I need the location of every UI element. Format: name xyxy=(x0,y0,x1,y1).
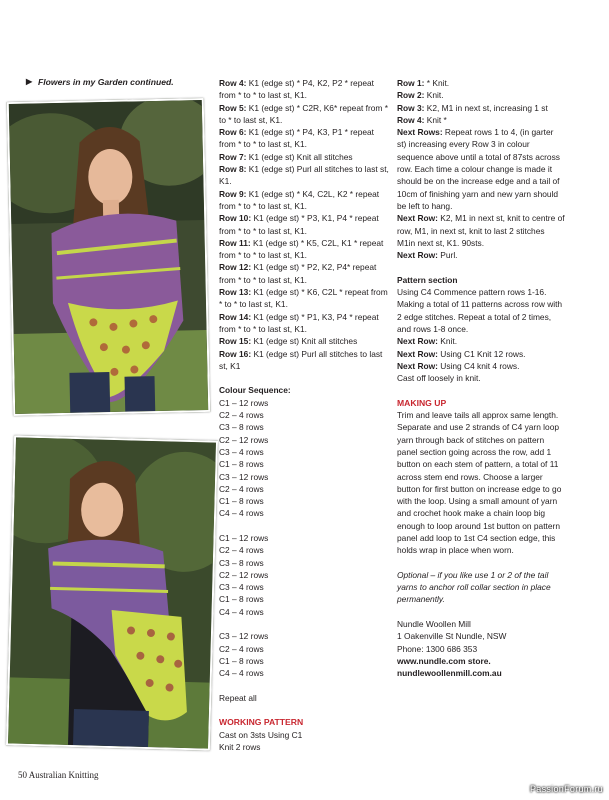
row-text: Knit. xyxy=(424,90,444,101)
colour-sequence-heading: Colour Sequence: xyxy=(219,385,291,396)
instruction-row xyxy=(219,237,389,262)
instruction-row xyxy=(219,311,389,336)
instruction-row xyxy=(219,188,389,213)
row-label: Row 4: xyxy=(219,78,247,88)
row-text: K2, M1 in next st, increasing 1 st xyxy=(424,102,548,113)
supplier-info xyxy=(397,618,565,679)
colour-sequence-item: C3 – 4 rows xyxy=(219,446,264,457)
row-label: Next Row: xyxy=(397,250,438,261)
instruction-row xyxy=(397,126,565,212)
row-label: Next Row: xyxy=(397,213,438,224)
working-pattern-line: Cast on 3sts Using C1 xyxy=(219,729,303,740)
supplier-line: 1 Oakenville St Nundle, NSW xyxy=(397,631,507,642)
colour-sequence-item: C2 – 4 rows xyxy=(219,410,264,421)
colour-sequence-item: C2 – 4 rows xyxy=(219,483,264,494)
instruction-row xyxy=(219,212,389,237)
supplier-line: Nundle Woollen Mill xyxy=(397,619,471,630)
pattern-section-heading: Pattern section xyxy=(397,274,458,285)
row-label: Next Row: xyxy=(397,336,438,347)
instruction-row xyxy=(397,249,565,261)
row-label: Row 15: xyxy=(219,336,252,347)
colour-sequence-item: C4 – 4 rows xyxy=(219,606,264,617)
instruction-row xyxy=(397,212,565,249)
photo-2-illustration xyxy=(8,437,216,748)
row-text: K1 (edge st) * P2, K2, P4* repeat from * to * to last st, K1. xyxy=(219,262,377,285)
instruction-row xyxy=(219,348,389,373)
instruction-row xyxy=(219,102,389,127)
working-rows-list xyxy=(397,77,565,261)
row-label: Row 4: xyxy=(397,114,425,125)
instruction-row xyxy=(397,102,565,114)
row-text: K1 (edge st) * K5, C2L, K1 * repeat from * to * to last st, K1. xyxy=(219,237,384,261)
row-text: K1 (edge st) * P3, K1, P4 * repeat from * to * to last st, K1. xyxy=(219,213,379,236)
row-text: K1 (edge st) * P4, K3, P1 * repeat from * to * to last st, K1. xyxy=(219,127,375,150)
row-text: K1 (edge st) * P1, K3, P4 * repeat from * to * to last st, K1. xyxy=(219,311,379,334)
row-label: Next Row: xyxy=(397,360,438,371)
row-label: Row 2: xyxy=(397,90,425,101)
arrow-icon: ▶ xyxy=(26,77,33,86)
instruction-row xyxy=(397,89,565,101)
watermark: PassionForum.ru xyxy=(529,784,603,794)
working-pattern-lines xyxy=(219,729,389,754)
instruction-row xyxy=(397,335,565,347)
row-label: Row 11: xyxy=(219,237,251,248)
instruction-row xyxy=(219,163,389,188)
colour-sequence-group-1 xyxy=(219,397,389,520)
row-label: Next Rows: xyxy=(397,127,443,138)
supplier-line: www.nundle.com store. xyxy=(397,655,491,666)
instructions-column-1 xyxy=(219,77,389,753)
instruction-row xyxy=(219,286,389,311)
colour-sequence-item: C3 – 12 rows xyxy=(219,631,269,642)
row-label: Row 10: xyxy=(219,213,252,224)
colour-sequence-item: C1 – 8 rows xyxy=(219,459,264,470)
pattern-rows-list xyxy=(219,77,389,372)
colour-sequence-item: C1 – 8 rows xyxy=(219,496,264,507)
repeat-all-text: Repeat all xyxy=(219,692,257,703)
row-text: Using C4 knit 4 rows. xyxy=(437,360,520,371)
row-text: K1 (edge st) Purl all stitches to last st, K1. xyxy=(219,164,389,187)
row-text: Repeat rows 1 to 4, (in garter st) increasing every Row 3 in colour sequence above until a total of 87sts across row. Each time a colour change is made it should be on the increase edge and a tail of 10cm of finishing yarn and new yarn should be left to hang. xyxy=(397,127,560,211)
colour-sequence-item: C2 – 4 rows xyxy=(219,545,264,556)
page-footer: 50 Australian Knitting xyxy=(18,770,99,780)
row-text: K1 (edge st) * K4, C2L, K2 * repeat from * to * to last st, K1. xyxy=(219,188,380,211)
row-text: K1 (edge st) * K6, C2L * repeat from * to * to last st, K1. xyxy=(219,287,388,310)
colour-sequence-item: C2 – 4 rows xyxy=(219,643,264,654)
cast-off-text: Cast off loosely in knit. xyxy=(397,373,481,384)
colour-sequence-item: C4 – 4 rows xyxy=(219,668,264,679)
colour-sequence-item: C4 – 4 rows xyxy=(219,508,264,519)
colour-sequence-item: C3 – 12 rows xyxy=(219,471,269,482)
colour-sequence-item: C2 – 12 rows xyxy=(219,569,269,580)
making-up-heading: MAKING UP xyxy=(397,397,447,408)
model-photo-2 xyxy=(6,435,218,750)
row-label: Row 8: xyxy=(219,164,247,175)
pattern-section-text: Using C4 Commence pattern rows 1-16. Making a total of 11 patterns across row with 2 edge stitches. Repeat a total of 2 times, and rows 1-8 once. xyxy=(397,287,563,334)
instruction-row xyxy=(397,360,565,372)
row-text: K1 (edge st) * P4, K2, P2 * repeat from * to * to last st, K1. xyxy=(219,78,375,101)
final-rows-list xyxy=(397,335,565,372)
row-text: Using C1 Knit 12 rows. xyxy=(437,348,526,359)
row-label: Row 3: xyxy=(397,102,425,113)
row-text: Knit * xyxy=(424,114,447,125)
row-text: Knit. xyxy=(437,336,458,347)
instruction-row xyxy=(397,348,565,360)
working-pattern-line: Knit 2 rows xyxy=(219,742,261,753)
supplier-line: Phone: 1300 686 353 xyxy=(397,643,478,654)
row-label: Next Row: xyxy=(397,348,438,359)
instruction-row xyxy=(397,77,565,89)
row-label: Row 5: xyxy=(219,102,247,113)
supplier-line: nundlewoollenmill.com.au xyxy=(397,668,502,679)
subtitle-text: Flowers in my Garden continued. xyxy=(38,77,174,87)
colour-sequence-item: C2 – 12 rows xyxy=(219,434,269,445)
instruction-row xyxy=(397,114,565,126)
row-label: Row 7: xyxy=(219,151,247,162)
row-label: Row 13: xyxy=(219,287,252,298)
row-text: K1 (edge st) Knit all stitches xyxy=(246,151,353,162)
row-label: Row 16: xyxy=(219,348,252,359)
colour-sequence-item: C3 – 8 rows xyxy=(219,557,264,568)
model-photo-1 xyxy=(7,98,211,416)
row-text: K2, M1 in next st, knit to centre of row, M1, in next st, knit to last 2 stitches M1in next st, K1. 90sts. xyxy=(397,213,565,248)
row-text: K1 (edge st) Purl all stitches to last st, K1 xyxy=(219,348,383,371)
working-pattern-heading: WORKING PATTERN xyxy=(219,717,304,728)
instruction-row xyxy=(219,77,389,102)
instruction-row xyxy=(219,151,389,163)
instruction-row xyxy=(219,261,389,286)
making-up-text: Trim and leave tails all approx same length. Separate and use 2 strands of C4 yarn loop yarn through back of stitches on pattern panel section going across the row, add 1 button on each stem of pattern, a total of 11 across stem end rows. Choose a larger button for first button on increase edge to go with the loop. Using a small amount of yarn and crochet hook make a chain loop big enough to loop around 1st button on pattern panel add loop to 1st C4 section edge, this holds wrap in place when worn. xyxy=(397,410,562,556)
instructions-column-2 xyxy=(397,77,565,680)
section-subtitle xyxy=(26,77,174,87)
photo-1-illustration xyxy=(9,100,208,414)
row-label: Row 1: xyxy=(397,78,425,88)
row-label: Row 9: xyxy=(219,188,247,199)
row-label: Row 14: xyxy=(219,311,252,322)
colour-sequence-item: C3 – 4 rows xyxy=(219,582,264,593)
colour-sequence-item: C1 – 8 rows xyxy=(219,594,264,605)
row-label: Row 12: xyxy=(219,262,252,273)
instruction-row xyxy=(219,335,389,347)
row-label: Row 6: xyxy=(219,127,247,138)
instruction-row xyxy=(219,126,389,151)
row-text: K1 (edge st) Knit all stitches xyxy=(251,336,358,347)
colour-sequence-group-2 xyxy=(219,532,389,618)
colour-sequence-item: C1 – 12 rows xyxy=(219,532,269,543)
row-text: * Knit. xyxy=(424,78,450,88)
colour-sequence-item: C1 – 8 rows xyxy=(219,655,264,666)
row-text: Purl. xyxy=(437,250,458,261)
colour-sequence-item: C3 – 8 rows xyxy=(219,422,264,433)
row-text: K1 (edge st) * C2R, K6* repeat from * to * to last st, K1. xyxy=(219,102,388,125)
colour-sequence-group-3 xyxy=(219,630,389,679)
optional-note: Optional – if you like use 1 or 2 of the tail yarns to anchor roll collar section in place permanently. xyxy=(397,569,551,605)
colour-sequence-item: C1 – 12 rows xyxy=(219,397,269,408)
